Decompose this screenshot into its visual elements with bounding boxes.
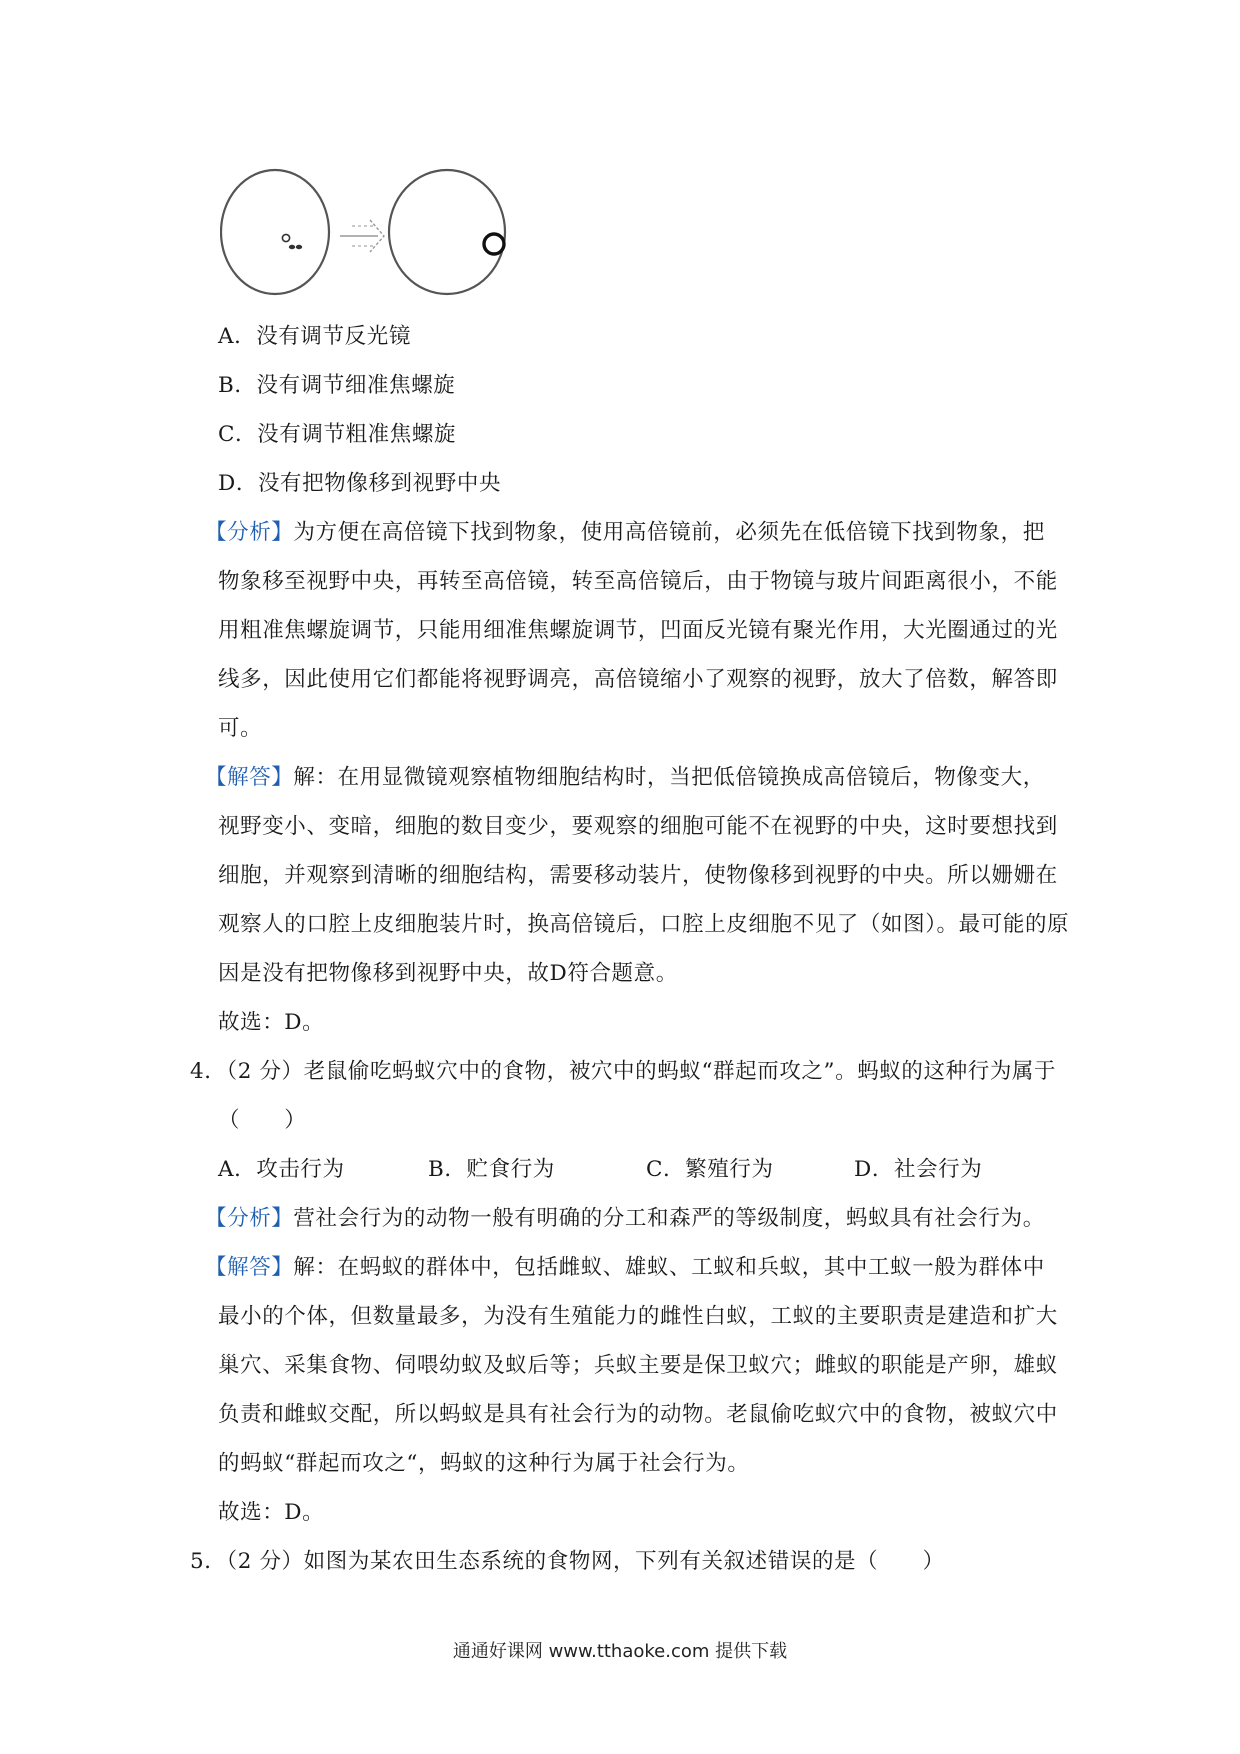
answer-tag: 【解答】 [205,1255,294,1280]
q4-answer-line: 的蚂蚁“群起而攻之“，蚂蚁的这种行为属于社会行为。 [218,1451,750,1476]
analysis-line: 线多，因此使用它们都能将视野调亮，高倍镜缩小了观察的视野，放大了倍数，解答即 [218,667,1058,692]
answer-choice: 故选：D。 [218,1010,325,1035]
q4-option-a: A．攻击行为 [218,1157,345,1182]
option-d: D．没有把物像移到视野中央 [218,471,502,496]
q4-answer-line: 最小的个体，但数量最多，为没有生殖能力的雌性白蚁，工蚁的主要职责是建造和扩大 [218,1304,1058,1329]
high-power-view-circle [389,170,505,294]
option-a: A．没有调节反光镜 [218,324,411,349]
question-4-bracket: （ ） [218,1108,307,1133]
answer-paragraph-line: 【解答】解：在用显微镜观察植物细胞结构时，当把低倍镜换成高倍镜后，物像变大， [205,765,1045,790]
question-5-stem: 5．（2 分）如图为某农田生态系统的食物网，下列有关叙述错误的是（ ） [190,1549,945,1574]
answer-line: 视野变小、变暗，细胞的数目变少，要观察的细胞可能不在视野的中央，这时要想找到 [218,814,1058,839]
analysis-tag: 【分析】 [205,520,294,545]
analysis-line: 物象移至视野中央，再转至高倍镜，转至高倍镜后，由于物镜与玻片间距离很小，不能 [218,569,1058,594]
q4-answer-line: 巢穴、采集食物、伺喂幼蚁及蚁后等；兵蚁主要是保卫蚁穴；雌蚁的职能是产卵，雄蚁 [218,1353,1058,1378]
q4-analysis-line: 【分析】营社会行为的动物一般有明确的分工和森严的等级制度，蚂蚁具有社会行为。 [205,1206,1045,1231]
analysis-line: 用粗准焦螺旋调节，只能用细准焦螺旋调节，凹面反光镜有聚光作用，大光圈通过的光 [218,618,1058,643]
page-footer: 通通好课网 www.tthaoke.com 提供下载 [452,1641,788,1662]
dashed-right-arrow-icon [340,220,384,252]
answer-line: 细胞，并观察到清晰的细胞结构，需要移动装片，使物像移到视野的中央。所以姗姗在 [218,863,1058,888]
option-b: B．没有调节细准焦螺旋 [218,373,456,398]
question-4-stem: 4．（2 分）老鼠偷吃蚂蚁穴中的食物，被穴中的蚂蚁“群起而攻之”。蚂蚁的这种行为属于 [190,1059,1057,1084]
q4-answer-line: 负责和雌蚁交配，所以蚂蚁是具有社会行为的动物。老鼠偷吃蚁穴中的食物，被蚁穴中 [218,1402,1058,1427]
q4-option-c: C．繁殖行为 [646,1157,774,1182]
answer-tag: 【解答】 [205,765,294,790]
small-cells-icon [282,234,302,249]
enlarged-cell-icon [484,234,504,254]
q4-answer-choice: 故选：D。 [218,1500,325,1525]
q4-option-b: B．贮食行为 [428,1157,555,1182]
microscope-view-figure [220,168,520,296]
q4-option-d: D．社会行为 [854,1157,983,1182]
analysis-tag: 【分析】 [205,1206,294,1231]
q4-answer-paragraph-line: 【解答】解：在蚂蚁的群体中，包括雌蚁、雄蚁、工蚁和兵蚁，其中工蚁一般为群体中 [205,1255,1045,1280]
low-power-view-circle [221,170,329,294]
answer-line: 因是没有把物像移到视野中央，故D符合题意。 [218,961,678,986]
analysis-line: 可。 [218,716,263,741]
answer-line: 观察人的口腔上皮细胞装片时，换高倍镜后，口腔上皮细胞不见了（如图）。最可能的原 [218,912,1070,937]
option-c: C．没有调节粗准焦螺旋 [218,422,457,447]
analysis-paragraph-line: 【分析】为方便在高倍镜下找到物象，使用高倍镜前，必须先在低倍镜下找到物象，把 [205,520,1045,545]
